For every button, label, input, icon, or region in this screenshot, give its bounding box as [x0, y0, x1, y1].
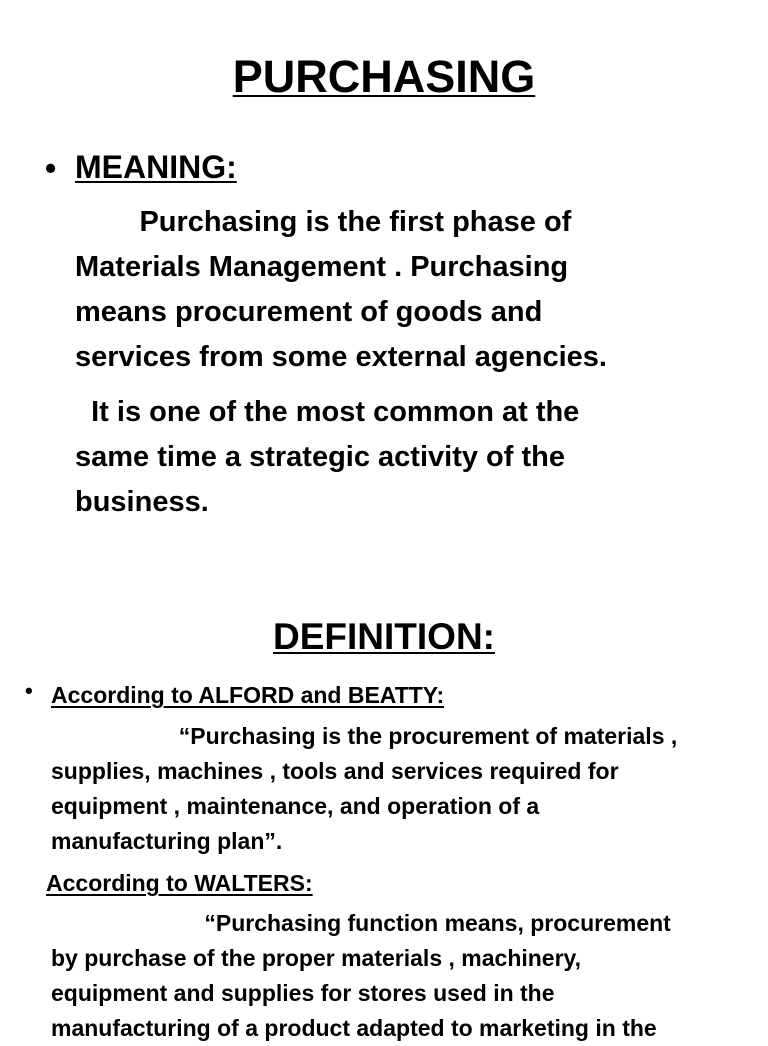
- meaning-line: business.: [75, 486, 209, 518]
- quote-line: supplies, machines , tools and services required for: [51, 758, 619, 784]
- quote-line: by purchase of the proper materials , machinery,: [51, 945, 582, 971]
- meaning-bullet: •: [45, 150, 57, 186]
- meaning-heading: MEANING:: [75, 149, 237, 185]
- meaning-line: services from some external agencies.: [75, 341, 607, 373]
- definition-title: DEFINITION:: [273, 616, 495, 657]
- walters-heading: According to WALTERS:: [46, 870, 313, 896]
- quote-line: manufacturing of a product adapted to marketing in the: [51, 1015, 657, 1041]
- quote-line: manufacturing plan”.: [51, 828, 283, 854]
- alford-bullet: •: [25, 678, 33, 703]
- page-title: PURCHASING: [232, 51, 536, 102]
- quote-line: “Purchasing is the procurement of materials ,: [51, 723, 678, 749]
- meaning-line: Materials Management . Purchasing: [75, 251, 569, 283]
- quote-line: “Purchasing function means, procurement: [51, 910, 671, 936]
- alford-heading: According to ALFORD and BEATTY:: [51, 682, 445, 708]
- meaning-line: means procurement of goods and: [75, 296, 543, 328]
- alford-quote: [51, 719, 677, 859]
- meaning-paragraph-1: [75, 200, 607, 380]
- walters-quote: [51, 906, 671, 1046]
- meaning-line: It is one of the most common at the: [75, 396, 580, 428]
- meaning-line: same time a strategic activity of the: [75, 441, 565, 473]
- meaning-line: Purchasing is the first phase of: [75, 206, 572, 238]
- quote-line: equipment and supplies for stores used in the: [51, 980, 555, 1006]
- quote-line: equipment , maintenance, and operation of a: [51, 793, 540, 819]
- meaning-paragraph-2: [75, 390, 579, 525]
